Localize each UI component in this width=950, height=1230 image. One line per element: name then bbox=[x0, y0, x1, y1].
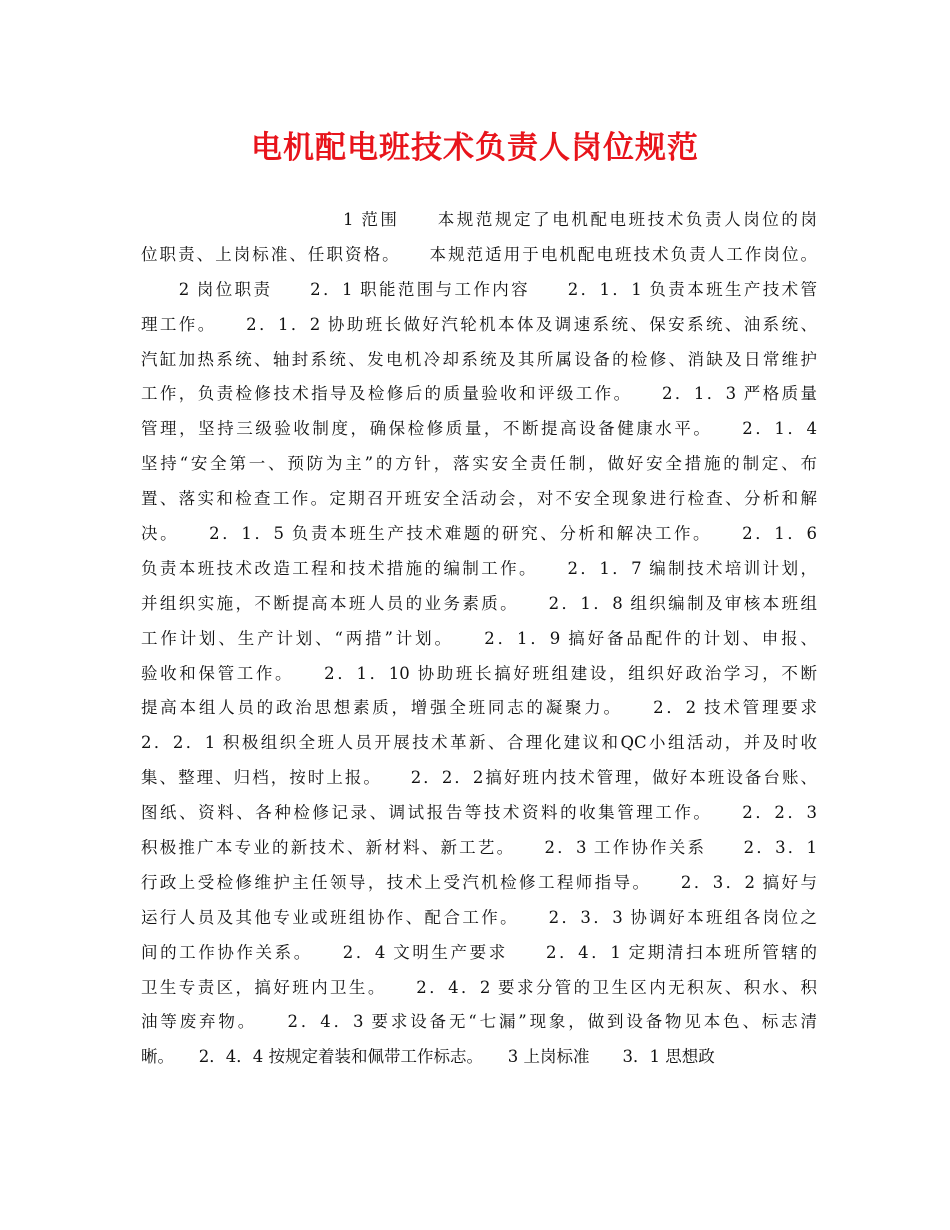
body-line-9: 置、落实和检查工作。定期召开班安全活动会，对不安全现象进行检查、分析和解 bbox=[141, 489, 817, 509]
document-body bbox=[141, 203, 817, 1075]
body-line-19: 积极推广本专业的新技术、新材料、新工艺。 2．3 工作协作关系 2．3．1 bbox=[141, 838, 817, 858]
body-line-17: 集、整理、归档，按时上报。 2．2．2搞好班内技术管理，做好本班设备台账、 bbox=[141, 768, 817, 788]
body-line-20: 行政上受检修维护主任领导，技术上受汽机检修工程师指导。 2．3．2 搞好与 bbox=[141, 872, 817, 892]
body-line-16: 2．2．1 积极组织全班人员开展技术革新、合理化建议和QC小组活动，并及时收 bbox=[141, 733, 817, 753]
body-line-11: 负责本班技术改造工程和技术措施的编制工作。 2．1．7 编制技术培训计划， bbox=[141, 558, 817, 578]
body-line-23: 卫生专责区，搞好班内卫生。 2．4．2 要求分管的卫生区内无积灰、积水、积 bbox=[141, 977, 817, 997]
body-line-25: 晰。 2．4．4 按规定着装和佩带工作标志。 3 上岗标准 3．1 思想政 bbox=[141, 1047, 715, 1067]
body-line-2: 位职责、上岗标准、任职资格。 本规范适用于电机配电班技术负责人工作岗位。 bbox=[141, 244, 817, 264]
body-line-13: 工作计划、生产计划、“两措”计划。 2．1．9 搞好备品配件的计划、申报、 bbox=[141, 628, 817, 648]
body-line-12: 并组织实施，不断提高本班人员的业务素质。 2．1．8 组织编制及审核本班组 bbox=[141, 593, 817, 613]
document-title: 电机配电班技术负责人岗位规范 bbox=[251, 130, 699, 166]
body-line-1: 1 范围 本规范规定了电机配电班技术负责人岗位的岗 bbox=[343, 210, 817, 229]
body-line-8: 坚持“安全第一、预防为主”的方针，落实安全责任制，做好安全措施的制定、布 bbox=[141, 454, 817, 474]
body-line-4: 理工作。 2．1．2 协助班长做好汽轮机本体及调速系统、保安系统、油系统、 bbox=[141, 314, 817, 334]
body-line-22: 间的工作协作关系。 2．4 文明生产要求 2．4．1 定期清扫本班所管辖的 bbox=[141, 942, 817, 962]
body-line-6: 工作，负责检修技术指导及检修后的质量验收和评级工作。 2．1．3 严格质量 bbox=[141, 384, 817, 404]
body-line-24: 油等废弃物。 2．4．3 要求设备无“七漏”现象，做到设备物见本色、标志清 bbox=[141, 1012, 817, 1032]
body-line-14: 验收和保管工作。 2．1．10 协助班长搞好班组建设，组织好政治学习，不断 bbox=[141, 663, 817, 683]
body-line-18: 图纸、资料、各种检修记录、调试报告等技术资料的收集管理工作。 2．2．3 bbox=[141, 803, 817, 823]
body-line-7: 管理，坚持三级验收制度，确保检修质量，不断提高设备健康水平。 2．1．4 bbox=[141, 419, 817, 439]
body-line-3: 2 岗位职责 2．1 职能范围与工作内容 2．1．1 负责本班生产技术管 bbox=[141, 279, 817, 299]
body-line-5: 汽缸加热系统、轴封系统、发电机冷却系统及其所属设备的检修、消缺及日常维护 bbox=[141, 349, 817, 369]
body-line-10: 决。 2．1．5 负责本班生产技术难题的研究、分析和解决工作。 2．1．6 bbox=[141, 524, 817, 544]
body-line-21: 运行人员及其他专业或班组协作、配合工作。 2．3．3 协调好本班组各岗位之 bbox=[141, 907, 817, 927]
body-line-15: 提高本组人员的政治思想素质，增强全班同志的凝聚力。 2．2 技术管理要求 bbox=[141, 698, 817, 718]
